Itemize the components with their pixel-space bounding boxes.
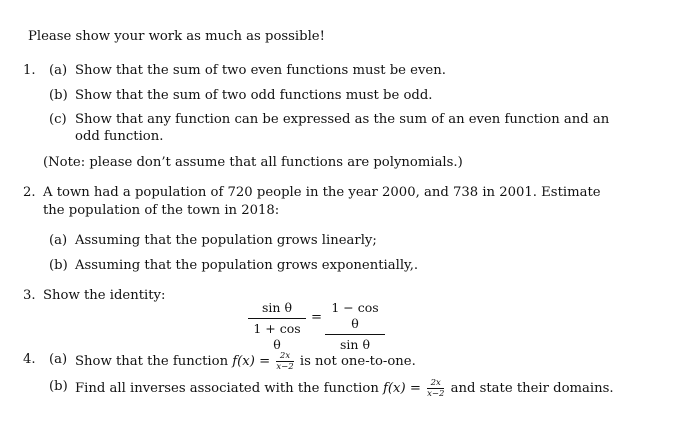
part-text-line1: Show that any function can be expressed as the sum of an even function and an [75, 112, 610, 127]
fraction-denominator: sin θ [340, 337, 370, 352]
fraction-denominator: x−2 [427, 389, 445, 399]
part-text-post: is not one-to-one. [295, 354, 416, 369]
part-text-line2: odd function. [75, 129, 164, 144]
part-text: Assuming that the population grows exponentially,. [75, 258, 419, 273]
question-text-line1: A town had a population of 720 people in the year 2000, and 738 in 2001. Estimate [43, 185, 601, 200]
intro-instruction: Please show your work as much as possible! [28, 29, 325, 44]
part-label: (a) [49, 233, 68, 248]
fraction-denominator: 1 + cos θ [253, 321, 301, 352]
fraction-denominator: x−2 [276, 362, 294, 372]
part-label: (b) [49, 88, 68, 103]
question-text-line2: the population of the town in 2018: [43, 203, 280, 218]
part-text [75, 352, 416, 371]
part-text-pre: Show that the function [75, 354, 233, 369]
fraction-numerator: 2x [276, 352, 293, 362]
part-label: (b) [49, 379, 68, 394]
identity-rhs-fraction [325, 300, 385, 353]
part-text: Show that the sum of two odd functions must be odd. [75, 88, 433, 103]
part-label: (a) [49, 63, 68, 78]
equals-sign: = [311, 310, 323, 325]
inline-fraction [427, 379, 444, 398]
identity-lhs-fraction [248, 300, 306, 353]
part-text-pre: Find all inverses associated with the function [75, 381, 384, 396]
part-text [75, 379, 614, 398]
inline-fraction [276, 352, 293, 371]
part-text: Assuming that the population grows linearly; [75, 233, 377, 248]
question-number: 4. [23, 352, 36, 367]
part-label: (a) [49, 352, 68, 367]
question-number: 2. [23, 185, 36, 200]
fraction-numerator: sin θ [248, 300, 306, 319]
note-text: (Note: please don’t assume that all functions are polynomials.) [43, 155, 463, 170]
fraction-numerator: 2x [427, 379, 444, 389]
question-number: 1. [23, 63, 36, 78]
fraction-numerator: 1 − cos θ [325, 300, 385, 335]
question-text: Show the identity: [43, 288, 166, 303]
part-label: (c) [49, 112, 67, 127]
function-expression: f(x) = [232, 354, 271, 369]
function-expression: f(x) = [383, 381, 421, 396]
part-text-post: and state their domains. [446, 381, 614, 396]
question-number: 3. [23, 288, 36, 303]
part-text: Show that the sum of two even functions must be even. [75, 63, 446, 78]
part-label: (b) [49, 258, 68, 273]
